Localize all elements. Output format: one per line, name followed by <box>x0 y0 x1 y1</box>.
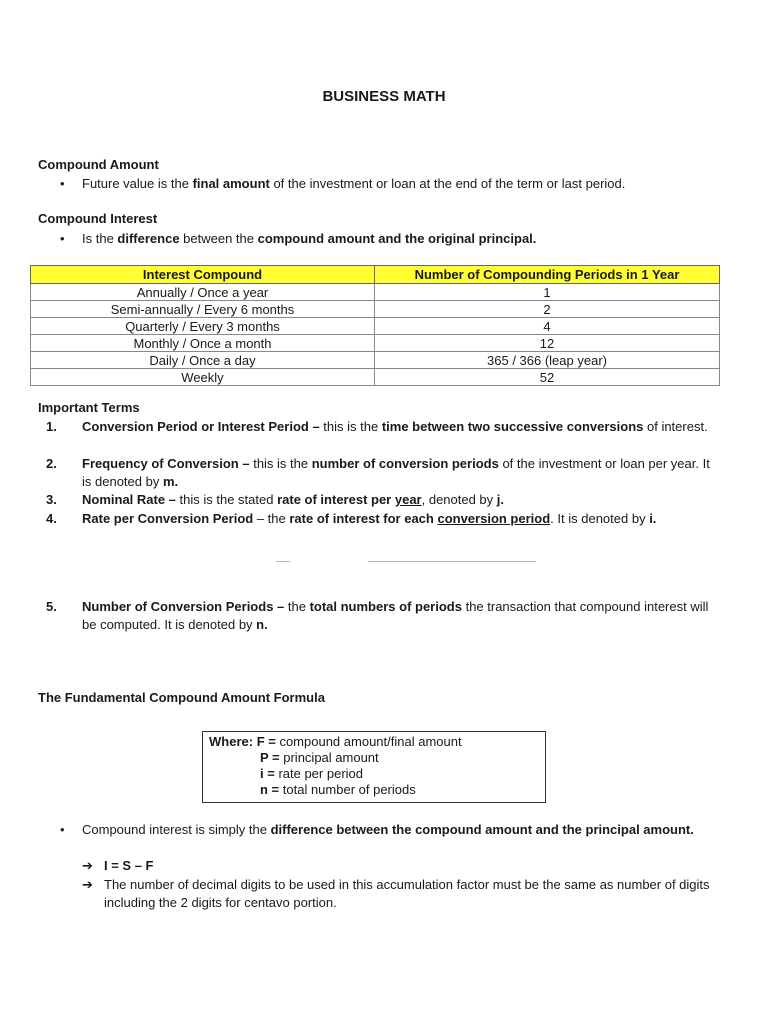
term-number: 3. <box>46 492 57 507</box>
bullet-text: Is the difference between the compound amount and the original principal. <box>82 231 537 246</box>
bullet-icon: • <box>60 176 65 191</box>
term-item <box>38 598 718 634</box>
term-item <box>38 491 718 509</box>
table-cell: 1 <box>375 284 720 301</box>
bullet-text: Future value is the final amount of the investment or loan at the end of the term or last period. <box>82 176 626 191</box>
where-line: i = rate per period <box>260 766 363 781</box>
arrow-text: The number of decimal digits to be used in this accumulation factor must be the same as number of digits including the 2 digits for centavo portion. <box>104 877 710 910</box>
term-number: 2. <box>46 456 57 471</box>
compound-interest-bullet <box>60 230 720 247</box>
term-number: 1. <box>46 419 57 434</box>
arrow-text: I = S – F <box>104 858 154 873</box>
term-item <box>38 418 718 436</box>
bullet-icon: • <box>60 822 65 837</box>
where-line: P = principal amount <box>260 750 379 765</box>
table-cell: 2 <box>375 301 720 318</box>
table-row <box>31 335 720 352</box>
bullet-icon: • <box>60 231 65 246</box>
arrow-right-icon: ➔ <box>82 858 93 873</box>
bullet-text: Compound interest is simply the difference between the compound amount and the principal amount. <box>82 822 694 837</box>
table-row <box>31 369 720 386</box>
term-text: Nominal Rate – this is the stated rate of interest per year, denoted by j. <box>82 492 505 507</box>
divider-line <box>276 561 290 562</box>
table-cell: Semi-annually / Every 6 months <box>31 301 375 318</box>
formula-where-box <box>202 731 546 803</box>
term-text: Frequency of Conversion – this is the number of conversion periods of the investment or loan per year. It is denoted by m. <box>82 456 710 489</box>
arrow-item <box>82 876 722 912</box>
important-terms-heading: Important Terms <box>38 400 140 415</box>
page-title: BUSINESS MATH <box>322 88 446 105</box>
term-number: 5. <box>46 599 57 614</box>
table-cell: 12 <box>375 335 720 352</box>
divider-line <box>368 561 536 562</box>
term-text: Conversion Period or Interest Period – this is the time between two successive conversions of interest. <box>82 419 708 434</box>
table-row <box>31 318 720 335</box>
table-header-cell: Number of Compounding Periods in 1 Year <box>375 266 720 284</box>
term-item <box>38 455 718 491</box>
where-line: Where: F = compound amount/final amount <box>209 734 462 749</box>
table-cell: 52 <box>375 369 720 386</box>
interest-compound-table <box>30 265 720 386</box>
term-number: 4. <box>46 511 57 526</box>
table-row <box>31 301 720 318</box>
arrow-right-icon: ➔ <box>82 877 93 892</box>
where-line: n = total number of periods <box>260 782 416 797</box>
arrow-item <box>82 857 722 875</box>
table-cell: Annually / Once a year <box>31 284 375 301</box>
term-text: Rate per Conversion Period – the rate of interest for each conversion period. It is denoted by i. <box>82 511 657 526</box>
table-cell: Quarterly / Every 3 months <box>31 318 375 335</box>
table-cell: Daily / Once a day <box>31 352 375 369</box>
table-header-cell: Interest Compound <box>31 266 375 284</box>
compound-interest-heading: Compound Interest <box>38 211 158 226</box>
table-cell: Weekly <box>31 369 375 386</box>
table-cell: Monthly / Once a month <box>31 335 375 352</box>
term-item <box>38 510 718 528</box>
table-row <box>31 284 720 301</box>
compound-amount-heading: Compound Amount <box>38 157 159 172</box>
closing-bullet <box>60 821 720 839</box>
table-cell: 365 / 366 (leap year) <box>375 352 720 369</box>
compound-amount-bullet <box>60 175 720 192</box>
table-header-row <box>31 266 720 284</box>
formula-heading: The Fundamental Compound Amount Formula <box>38 690 325 705</box>
term-text: Number of Conversion Periods – the total numbers of periods the transaction that compound interest will be computed. It is denoted by n. <box>82 599 709 632</box>
table-cell: 4 <box>375 318 720 335</box>
table-row <box>31 352 720 369</box>
